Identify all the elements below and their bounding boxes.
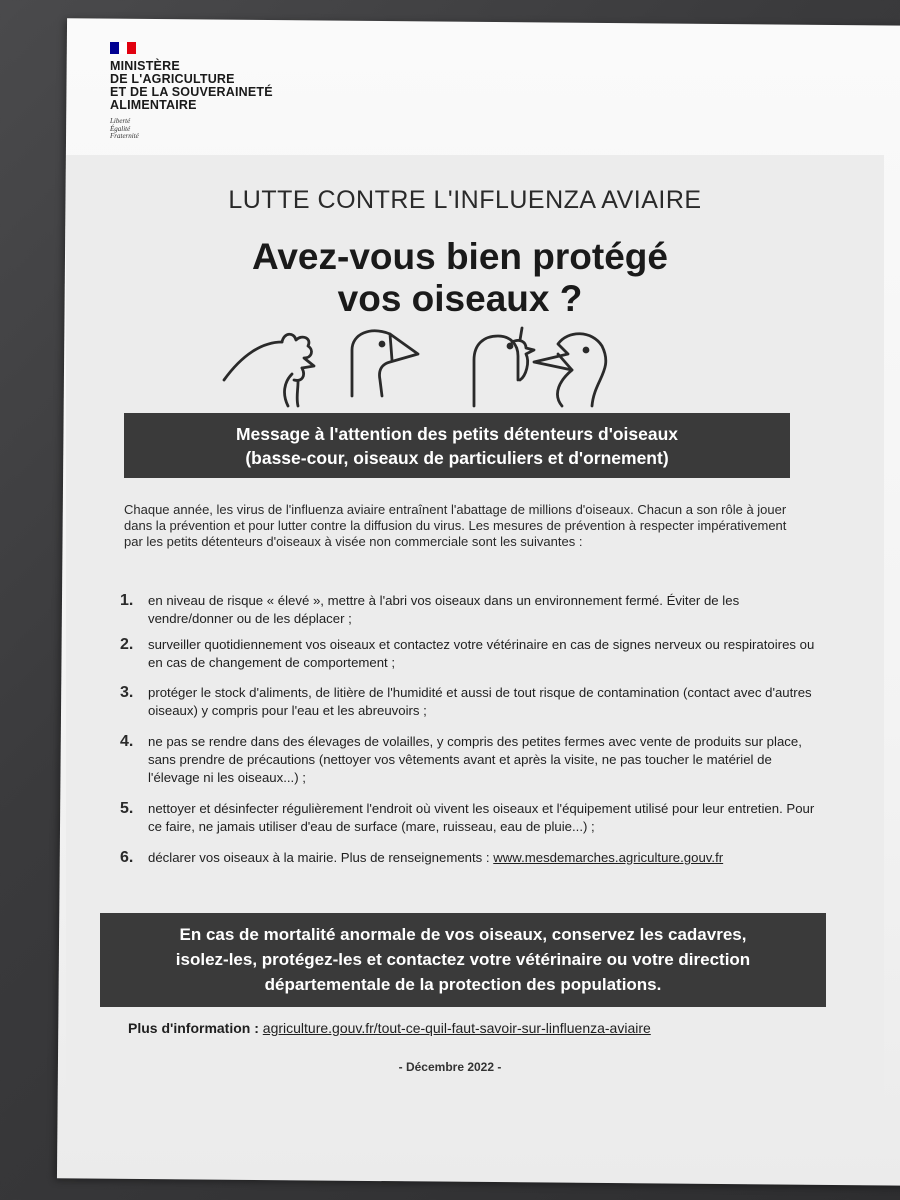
item-text: surveiller quotidiennement vos oiseaux et contactez votre vétérinaire en cas de signes nerveux ou respiratoires ou en cas de changement de comportement ; — [148, 637, 815, 670]
item-number: 4. — [120, 733, 134, 750]
list-item — [120, 800, 820, 836]
chicken-icon — [224, 334, 314, 406]
headline-line-2: vos oiseaux ? — [337, 278, 583, 319]
alert-line-2: isolez-les, protégez-les et contactez votre vétérinaire ou votre direction — [175, 950, 751, 969]
more-info — [128, 1020, 828, 1036]
list-item — [120, 733, 820, 787]
list-item — [120, 849, 820, 867]
target-audience-line-1: Message à l'attention des petits détenteurs d'oiseaux — [235, 424, 679, 444]
intro-paragraph: Chaque année, les virus de l'influenza aviaire entraînent l'abattage de millions d'oiseaux. Chacun a son rôle à jouer dans la prévention et pour lutter contre la diffusion du virus. Les mesures de prévention à respecter impérativement par les petits détenteurs d'oiseaux à visée non commerciale sont les suivantes : — [124, 502, 787, 549]
turkey-icon — [474, 328, 534, 406]
headline — [120, 236, 800, 320]
goose-icon — [352, 331, 418, 396]
publication-date: - Décembre 2022 - — [398, 1060, 502, 1074]
ministry-line-3: ET DE LA SOUVERAINETÉ — [110, 85, 273, 99]
headline-line-1: Avez-vous bien protégé — [252, 236, 668, 277]
duck-icon — [534, 334, 606, 406]
mortality-alert-box — [100, 913, 826, 1007]
target-audience-box — [124, 413, 790, 478]
motto-liberte: Liberté — [110, 117, 131, 125]
birds-illustration — [222, 320, 622, 410]
item-number: 1. — [120, 592, 134, 609]
item-number: 5. — [120, 800, 134, 817]
motto-fraternite: Fraternité — [110, 132, 139, 140]
item-number: 2. — [120, 636, 134, 653]
more-info-link[interactable]: agriculture.gouv.fr/tout-ce-quil-faut-savoir-sur-linfluenza-aviaire — [262, 1020, 651, 1036]
motto-egalite: Égalité — [110, 124, 131, 133]
republic-flag-icon — [110, 42, 136, 54]
item-text: ne pas se rendre dans des élevages de volailles, y compris des petites fermes avec vente de produits sur place, sans prendre de précautions (nettoyer vos vêtements avant et après la visite, ne pas toucher le matériel de l'élevage ni les oiseaux...) ; — [148, 734, 802, 785]
mesdemarches-link[interactable]: www.mesdemarches.agriculture.gouv.fr — [493, 850, 724, 865]
list-item — [120, 636, 820, 672]
item-text: protéger le stock d'aliments, de litière de l'humidité et aussi de tout risque de contamination (contact avec d'autres oiseaux) y compris pour l'eau et les abreuvoirs ; — [148, 685, 812, 718]
ministry-line-2: DE L'AGRICULTURE — [110, 72, 235, 86]
item-text: en niveau de risque « élevé », mettre à l'abri vos oiseaux dans un environnement fermé. Éviter de les vendre/donner ou de les déplacer ; — [148, 593, 740, 626]
list-item — [120, 684, 820, 720]
ministry-logo — [110, 42, 273, 141]
item-number: 6. — [120, 849, 134, 866]
ministry-line-1: MINISTÈRE — [110, 59, 180, 73]
ministry-line-4: ALIMENTAIRE — [110, 98, 197, 112]
item-text: déclarer vos oiseaux à la mairie. Plus de renseignements : — [148, 850, 494, 865]
motto — [110, 118, 273, 141]
kicker-title: LUTTE CONTRE L'INFLUENZA AVIAIRE — [228, 186, 702, 214]
alert-line-1: En cas de mortalité anormale de vos oiseaux, conservez les cadavres, — [179, 925, 747, 944]
alert-line-3: départementale de la protection des populations. — [264, 975, 662, 994]
item-text: nettoyer et désinfecter régulièrement l'endroit où vivent les oiseaux et l'équipement utilisé pour leur entretien. Pour ce faire, ne jamais utiliser d'eau de surface (mare, ruisseau, eau de pluie...) ; — [148, 801, 815, 834]
item-number: 3. — [120, 684, 134, 701]
list-item — [120, 592, 820, 628]
target-audience-line-2: (basse-cour, oiseaux de particuliers et d'ornement) — [245, 448, 669, 468]
more-info-label: Plus d'information : — [128, 1020, 263, 1036]
